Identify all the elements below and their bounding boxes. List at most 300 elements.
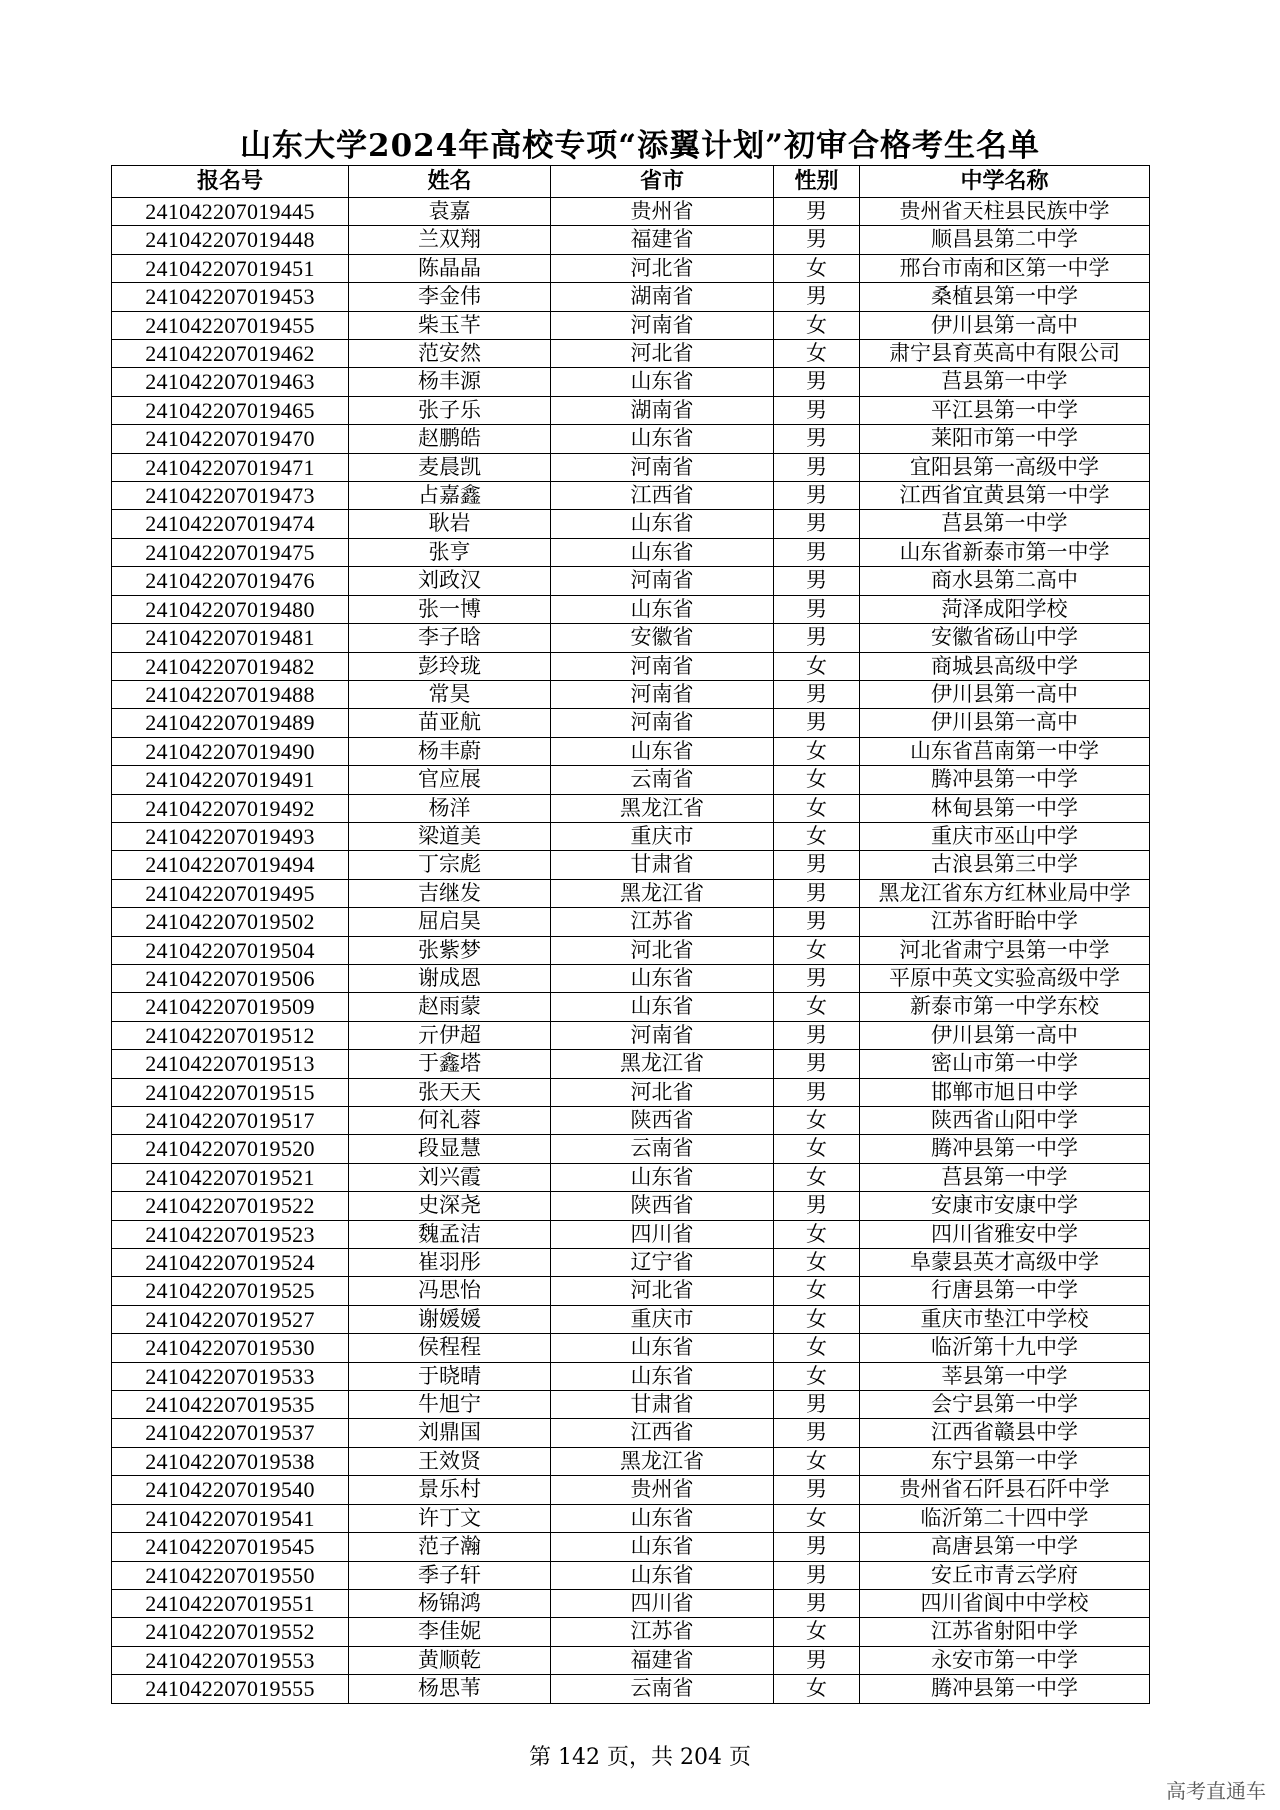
registration-number-cell: 241042207019491 — [112, 766, 349, 794]
name-cell: 陈晶晶 — [349, 254, 551, 282]
name-cell: 亓伊超 — [349, 1021, 551, 1049]
province-cell: 山东省 — [551, 510, 774, 538]
province-cell: 云南省 — [551, 766, 774, 794]
province-cell: 山东省 — [551, 425, 774, 453]
name-cell: 杨锦鸿 — [349, 1589, 551, 1617]
table-row — [112, 1533, 1150, 1561]
province-cell: 四川省 — [551, 1220, 774, 1248]
registration-number-cell: 241042207019489 — [112, 709, 349, 737]
table-row — [112, 936, 1150, 964]
gender-cell: 男 — [774, 567, 860, 595]
gender-cell: 男 — [774, 1078, 860, 1106]
school-cell: 四川省雅安中学 — [860, 1220, 1150, 1248]
province-cell: 山东省 — [551, 1561, 774, 1589]
registration-number-cell: 241042207019482 — [112, 652, 349, 680]
registration-number-cell: 241042207019515 — [112, 1078, 349, 1106]
page-title: 山东大学2024年高校专项“添翼计划”初审合格考生名单 — [240, 128, 1040, 164]
name-cell: 魏孟洁 — [349, 1220, 551, 1248]
table-row — [112, 198, 1150, 226]
province-cell: 陕西省 — [551, 1192, 774, 1220]
gender-cell: 男 — [774, 1589, 860, 1617]
gender-cell: 男 — [774, 1646, 860, 1674]
school-cell: 腾冲县第一中学 — [860, 766, 1150, 794]
name-cell: 柴玉芊 — [349, 311, 551, 339]
table-row — [112, 766, 1150, 794]
header-school: 中学名称 — [860, 166, 1150, 198]
school-cell: 伊川县第一高中 — [860, 680, 1150, 708]
table-row — [112, 368, 1150, 396]
province-cell: 重庆市 — [551, 822, 774, 850]
school-cell: 腾冲县第一中学 — [860, 1675, 1150, 1703]
gender-cell: 女 — [774, 1618, 860, 1646]
table-row — [112, 822, 1150, 850]
registration-number-cell: 241042207019495 — [112, 879, 349, 907]
table-row — [112, 737, 1150, 765]
gender-cell: 男 — [774, 425, 860, 453]
table-row — [112, 993, 1150, 1021]
registration-number-cell: 241042207019553 — [112, 1646, 349, 1674]
school-cell: 会宁县第一中学 — [860, 1391, 1150, 1419]
gender-cell: 男 — [774, 595, 860, 623]
school-cell: 贵州省天柱县民族中学 — [860, 198, 1150, 226]
school-cell: 莒县第一中学 — [860, 1163, 1150, 1191]
registration-number-cell: 241042207019481 — [112, 624, 349, 652]
table-row — [112, 1078, 1150, 1106]
registration-number-cell: 241042207019445 — [112, 198, 349, 226]
province-cell: 河北省 — [551, 340, 774, 368]
gender-cell: 女 — [774, 737, 860, 765]
school-cell: 商城县高级中学 — [860, 652, 1150, 680]
gender-cell: 男 — [774, 283, 860, 311]
table-row — [112, 1277, 1150, 1305]
name-cell: 黄顺乾 — [349, 1646, 551, 1674]
name-cell: 杨丰蔚 — [349, 737, 551, 765]
registration-number-cell: 241042207019551 — [112, 1589, 349, 1617]
name-cell: 张一博 — [349, 595, 551, 623]
province-cell: 山东省 — [551, 1334, 774, 1362]
school-cell: 邢台市南和区第一中学 — [860, 254, 1150, 282]
table-row — [112, 964, 1150, 992]
registration-number-cell: 241042207019550 — [112, 1561, 349, 1589]
gender-cell: 男 — [774, 198, 860, 226]
gender-cell: 女 — [774, 1362, 860, 1390]
header-name: 姓名 — [349, 166, 551, 198]
registration-number-cell: 241042207019537 — [112, 1419, 349, 1447]
province-cell: 河南省 — [551, 680, 774, 708]
gender-cell: 女 — [774, 1163, 860, 1191]
registration-number-cell: 241042207019476 — [112, 567, 349, 595]
province-cell: 贵州省 — [551, 1476, 774, 1504]
gender-cell: 女 — [774, 766, 860, 794]
school-cell: 商水县第二高中 — [860, 567, 1150, 595]
table-row — [112, 311, 1150, 339]
table-row — [112, 1135, 1150, 1163]
registration-number-cell: 241042207019512 — [112, 1021, 349, 1049]
name-cell: 牛旭宁 — [349, 1391, 551, 1419]
name-cell: 张子乐 — [349, 396, 551, 424]
registration-number-cell: 241042207019555 — [112, 1675, 349, 1703]
table-row — [112, 1589, 1150, 1617]
gender-cell: 女 — [774, 1220, 860, 1248]
table-row — [112, 794, 1150, 822]
school-cell: 四川省阆中中学校 — [860, 1589, 1150, 1617]
gender-cell: 男 — [774, 1476, 860, 1504]
school-cell: 东宁县第一中学 — [860, 1447, 1150, 1475]
table-row — [112, 1334, 1150, 1362]
province-cell: 云南省 — [551, 1135, 774, 1163]
name-cell: 李金伟 — [349, 283, 551, 311]
registration-number-cell: 241042207019493 — [112, 822, 349, 850]
table-row — [112, 1675, 1150, 1703]
registration-number-cell: 241042207019451 — [112, 254, 349, 282]
registration-number-cell: 241042207019540 — [112, 1476, 349, 1504]
province-cell: 福建省 — [551, 1646, 774, 1674]
school-cell: 腾冲县第一中学 — [860, 1135, 1150, 1163]
province-cell: 安徽省 — [551, 624, 774, 652]
registration-number-cell: 241042207019492 — [112, 794, 349, 822]
gender-cell: 男 — [774, 482, 860, 510]
registration-number-cell: 241042207019494 — [112, 851, 349, 879]
gender-cell: 男 — [774, 453, 860, 481]
table-row — [112, 1646, 1150, 1674]
name-cell: 彭玲珑 — [349, 652, 551, 680]
table-row — [112, 1419, 1150, 1447]
table-row — [112, 1050, 1150, 1078]
name-cell: 赵鹏皓 — [349, 425, 551, 453]
school-cell: 江苏省射阳中学 — [860, 1618, 1150, 1646]
table-row — [112, 538, 1150, 566]
school-cell: 伊川县第一高中 — [860, 1021, 1150, 1049]
school-cell: 高唐县第一中学 — [860, 1533, 1150, 1561]
school-cell: 贵州省石阡县石阡中学 — [860, 1476, 1150, 1504]
province-cell: 黑龙江省 — [551, 1050, 774, 1078]
table-row — [112, 340, 1150, 368]
province-cell: 辽宁省 — [551, 1249, 774, 1277]
name-cell: 麦晨凯 — [349, 453, 551, 481]
gender-cell: 女 — [774, 1135, 860, 1163]
registration-number-cell: 241042207019530 — [112, 1334, 349, 1362]
table-row — [112, 396, 1150, 424]
name-cell: 李子晗 — [349, 624, 551, 652]
candidate-table — [111, 165, 1150, 1704]
table-row — [112, 879, 1150, 907]
table-row — [112, 709, 1150, 737]
registration-number-cell: 241042207019453 — [112, 283, 349, 311]
registration-number-cell: 241042207019463 — [112, 368, 349, 396]
name-cell: 杨思苇 — [349, 1675, 551, 1703]
gender-cell: 男 — [774, 1021, 860, 1049]
name-cell: 史深尧 — [349, 1192, 551, 1220]
registration-number-cell: 241042207019470 — [112, 425, 349, 453]
province-cell: 黑龙江省 — [551, 1447, 774, 1475]
table-row — [112, 453, 1150, 481]
registration-number-cell: 241042207019471 — [112, 453, 349, 481]
school-cell: 安徽省砀山中学 — [860, 624, 1150, 652]
province-cell: 山东省 — [551, 1163, 774, 1191]
province-cell: 山东省 — [551, 1533, 774, 1561]
gender-cell: 女 — [774, 1107, 860, 1135]
table-row — [112, 1220, 1150, 1248]
name-cell: 赵雨蒙 — [349, 993, 551, 1021]
gender-cell: 女 — [774, 1447, 860, 1475]
table-row — [112, 482, 1150, 510]
school-cell: 江苏省盱眙中学 — [860, 908, 1150, 936]
name-cell: 刘政汉 — [349, 567, 551, 595]
school-cell: 江西省宜黄县第一中学 — [860, 482, 1150, 510]
school-cell: 临沂第十九中学 — [860, 1334, 1150, 1362]
province-cell: 山东省 — [551, 368, 774, 396]
gender-cell: 女 — [774, 1249, 860, 1277]
province-cell: 山东省 — [551, 538, 774, 566]
registration-number-cell: 241042207019545 — [112, 1533, 349, 1561]
province-cell: 贵州省 — [551, 198, 774, 226]
table-row — [112, 1163, 1150, 1191]
name-cell: 刘兴霞 — [349, 1163, 551, 1191]
school-cell: 林甸县第一中学 — [860, 794, 1150, 822]
name-cell: 季子轩 — [349, 1561, 551, 1589]
registration-number-cell: 241042207019465 — [112, 396, 349, 424]
name-cell: 谢媛媛 — [349, 1305, 551, 1333]
province-cell: 江苏省 — [551, 908, 774, 936]
name-cell: 官应展 — [349, 766, 551, 794]
gender-cell: 男 — [774, 680, 860, 708]
name-cell: 李佳妮 — [349, 1618, 551, 1646]
name-cell: 谢成恩 — [349, 964, 551, 992]
gender-cell: 女 — [774, 1675, 860, 1703]
province-cell: 河南省 — [551, 567, 774, 595]
school-cell: 安丘市青云学府 — [860, 1561, 1150, 1589]
province-cell: 陕西省 — [551, 1107, 774, 1135]
province-cell: 湖南省 — [551, 283, 774, 311]
name-cell: 张紫梦 — [349, 936, 551, 964]
name-cell: 丁宗彪 — [349, 851, 551, 879]
table-row — [112, 680, 1150, 708]
school-cell: 重庆市巫山中学 — [860, 822, 1150, 850]
gender-cell: 男 — [774, 1192, 860, 1220]
name-cell: 何礼蓉 — [349, 1107, 551, 1135]
province-cell: 黑龙江省 — [551, 794, 774, 822]
table-row — [112, 1504, 1150, 1532]
table-row — [112, 908, 1150, 936]
school-cell: 莒县第一中学 — [860, 368, 1150, 396]
page-footer: 第 142 页，共 204 页 — [529, 1745, 751, 1770]
table-row — [112, 1447, 1150, 1475]
name-cell: 苗亚航 — [349, 709, 551, 737]
table-row — [112, 425, 1150, 453]
name-cell: 梁道美 — [349, 822, 551, 850]
gender-cell: 男 — [774, 908, 860, 936]
province-cell: 河南省 — [551, 311, 774, 339]
province-cell: 云南省 — [551, 1675, 774, 1703]
name-cell: 范子瀚 — [349, 1533, 551, 1561]
school-cell: 重庆市垫江中学校 — [860, 1305, 1150, 1333]
name-cell: 王效贤 — [349, 1447, 551, 1475]
province-cell: 河南省 — [551, 1021, 774, 1049]
registration-number-cell: 241042207019538 — [112, 1447, 349, 1475]
name-cell: 屈启昊 — [349, 908, 551, 936]
school-cell: 顺昌县第二中学 — [860, 226, 1150, 254]
registration-number-cell: 241042207019552 — [112, 1618, 349, 1646]
table-row — [112, 1249, 1150, 1277]
province-cell: 河南省 — [551, 453, 774, 481]
gender-cell: 女 — [774, 1334, 860, 1362]
school-cell: 伊川县第一高中 — [860, 311, 1150, 339]
gender-cell: 男 — [774, 1050, 860, 1078]
gender-cell: 男 — [774, 964, 860, 992]
registration-number-cell: 241042207019535 — [112, 1391, 349, 1419]
table-row — [112, 1362, 1150, 1390]
table-row — [112, 1391, 1150, 1419]
school-cell: 莒县第一中学 — [860, 510, 1150, 538]
registration-number-cell: 241042207019504 — [112, 936, 349, 964]
name-cell: 常昊 — [349, 680, 551, 708]
registration-number-cell: 241042207019533 — [112, 1362, 349, 1390]
registration-number-cell: 241042207019525 — [112, 1277, 349, 1305]
province-cell: 江西省 — [551, 1419, 774, 1447]
school-cell: 江西省赣县中学 — [860, 1419, 1150, 1447]
school-cell: 山东省新泰市第一中学 — [860, 538, 1150, 566]
name-cell: 杨丰源 — [349, 368, 551, 396]
table-row — [112, 624, 1150, 652]
table-body — [112, 198, 1150, 1704]
registration-number-cell: 241042207019509 — [112, 993, 349, 1021]
name-cell: 景乐村 — [349, 1476, 551, 1504]
school-cell: 黑龙江省东方红林业局中学 — [860, 879, 1150, 907]
school-cell: 古浪县第三中学 — [860, 851, 1150, 879]
name-cell: 杨洋 — [349, 794, 551, 822]
province-cell: 山东省 — [551, 993, 774, 1021]
registration-number-cell: 241042207019490 — [112, 737, 349, 765]
name-cell: 于鑫塔 — [349, 1050, 551, 1078]
school-cell: 莱阳市第一中学 — [860, 425, 1150, 453]
table-header-row — [112, 166, 1150, 198]
registration-number-cell: 241042207019475 — [112, 538, 349, 566]
province-cell: 湖南省 — [551, 396, 774, 424]
province-cell: 河南省 — [551, 652, 774, 680]
name-cell: 占嘉鑫 — [349, 482, 551, 510]
registration-number-cell: 241042207019541 — [112, 1504, 349, 1532]
school-cell: 永安市第一中学 — [860, 1646, 1150, 1674]
table-row — [112, 595, 1150, 623]
gender-cell: 男 — [774, 1391, 860, 1419]
name-cell: 耿岩 — [349, 510, 551, 538]
table-row — [112, 652, 1150, 680]
school-cell: 桑植县第一中学 — [860, 283, 1150, 311]
province-cell: 山东省 — [551, 1504, 774, 1532]
registration-number-cell: 241042207019474 — [112, 510, 349, 538]
school-cell: 山东省莒南第一中学 — [860, 737, 1150, 765]
school-cell: 菏泽成阳学校 — [860, 595, 1150, 623]
registration-number-cell: 241042207019522 — [112, 1192, 349, 1220]
gender-cell: 女 — [774, 993, 860, 1021]
province-cell: 江西省 — [551, 482, 774, 510]
gender-cell: 男 — [774, 1561, 860, 1589]
header-province: 省市 — [551, 166, 774, 198]
name-cell: 侯程程 — [349, 1334, 551, 1362]
school-cell: 平原中英文实验高级中学 — [860, 964, 1150, 992]
gender-cell: 男 — [774, 624, 860, 652]
school-cell: 肃宁县育英高中有限公司 — [860, 340, 1150, 368]
registration-number-cell: 241042207019521 — [112, 1163, 349, 1191]
school-cell: 河北省肃宁县第一中学 — [860, 936, 1150, 964]
gender-cell: 男 — [774, 1419, 860, 1447]
province-cell: 河北省 — [551, 1078, 774, 1106]
registration-number-cell: 241042207019462 — [112, 340, 349, 368]
registration-number-cell: 241042207019524 — [112, 1249, 349, 1277]
province-cell: 山东省 — [551, 737, 774, 765]
gender-cell: 男 — [774, 538, 860, 566]
table-row — [112, 510, 1150, 538]
registration-number-cell: 241042207019488 — [112, 680, 349, 708]
registration-number-cell: 241042207019506 — [112, 964, 349, 992]
name-cell: 刘鼎国 — [349, 1419, 551, 1447]
table-row — [112, 567, 1150, 595]
table-row — [112, 1192, 1150, 1220]
gender-cell: 女 — [774, 1277, 860, 1305]
header-gender: 性别 — [774, 166, 860, 198]
gender-cell: 女 — [774, 311, 860, 339]
name-cell: 段显慧 — [349, 1135, 551, 1163]
province-cell: 甘肃省 — [551, 1391, 774, 1419]
gender-cell: 女 — [774, 254, 860, 282]
province-cell: 河北省 — [551, 936, 774, 964]
table-row — [112, 1561, 1150, 1589]
name-cell: 袁嘉 — [349, 198, 551, 226]
registration-number-cell: 241042207019523 — [112, 1220, 349, 1248]
gender-cell: 男 — [774, 709, 860, 737]
registration-number-cell: 241042207019448 — [112, 226, 349, 254]
registration-number-cell: 241042207019455 — [112, 311, 349, 339]
gender-cell: 男 — [774, 368, 860, 396]
gender-cell: 女 — [774, 822, 860, 850]
table-row — [112, 1107, 1150, 1135]
table-row — [112, 254, 1150, 282]
table-row — [112, 851, 1150, 879]
name-cell: 于晓晴 — [349, 1362, 551, 1390]
gender-cell: 男 — [774, 226, 860, 254]
province-cell: 山东省 — [551, 595, 774, 623]
name-cell: 兰双翔 — [349, 226, 551, 254]
province-cell: 山东省 — [551, 1362, 774, 1390]
name-cell: 张亨 — [349, 538, 551, 566]
registration-number-cell: 241042207019517 — [112, 1107, 349, 1135]
gender-cell: 男 — [774, 879, 860, 907]
gender-cell: 男 — [774, 396, 860, 424]
province-cell: 江苏省 — [551, 1618, 774, 1646]
province-cell: 山东省 — [551, 964, 774, 992]
registration-number-cell: 241042207019513 — [112, 1050, 349, 1078]
registration-number-cell: 241042207019502 — [112, 908, 349, 936]
name-cell: 许丁文 — [349, 1504, 551, 1532]
school-cell: 伊川县第一高中 — [860, 709, 1150, 737]
table-row — [112, 283, 1150, 311]
school-cell: 临沂第二十四中学 — [860, 1504, 1150, 1532]
school-cell: 陕西省山阳中学 — [860, 1107, 1150, 1135]
school-cell: 平江县第一中学 — [860, 396, 1150, 424]
registration-number-cell: 241042207019527 — [112, 1305, 349, 1333]
school-cell: 新泰市第一中学东校 — [860, 993, 1150, 1021]
gender-cell: 男 — [774, 851, 860, 879]
school-cell: 邯郸市旭日中学 — [860, 1078, 1150, 1106]
name-cell: 张天天 — [349, 1078, 551, 1106]
table-row — [112, 1021, 1150, 1049]
school-cell: 莘县第一中学 — [860, 1362, 1150, 1390]
province-cell: 河北省 — [551, 254, 774, 282]
name-cell: 吉继发 — [349, 879, 551, 907]
gender-cell: 女 — [774, 1305, 860, 1333]
name-cell: 崔羽彤 — [349, 1249, 551, 1277]
gender-cell: 女 — [774, 1504, 860, 1532]
